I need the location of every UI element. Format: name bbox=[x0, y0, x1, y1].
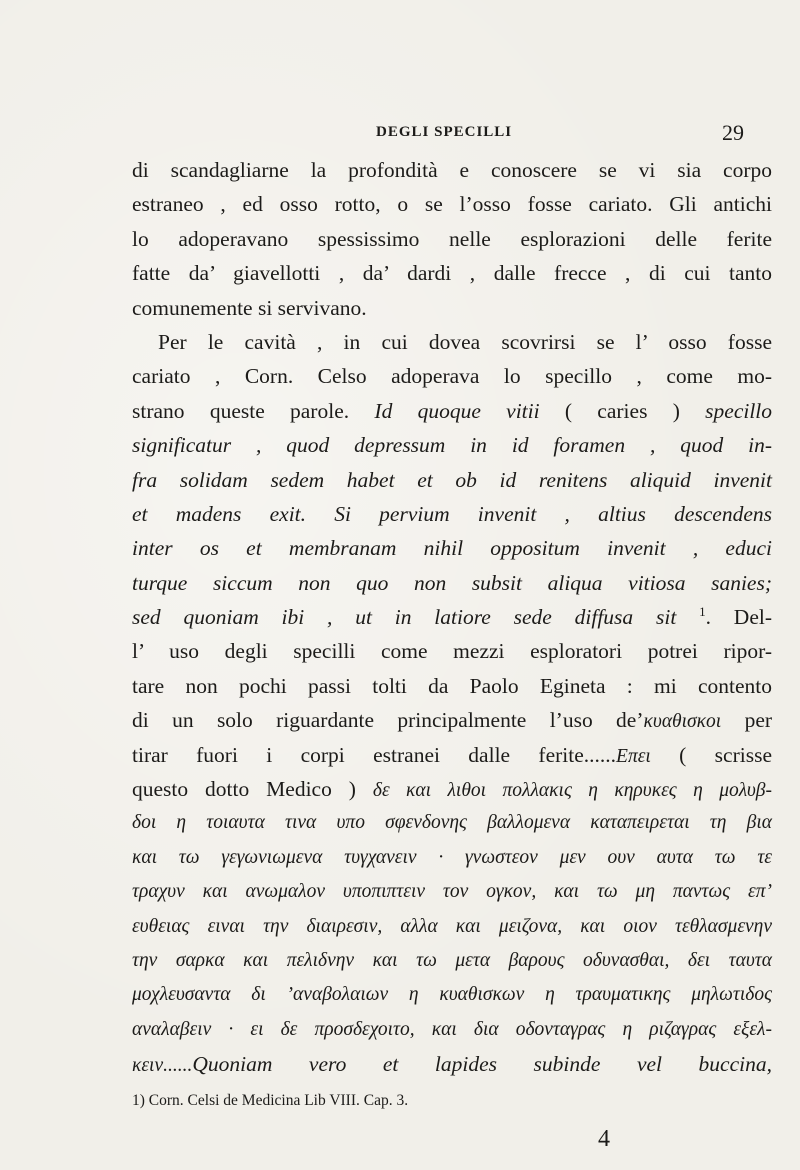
greek-line: και τω γεγωνιωμενα τυγχανειν · γνωστεον μεν ουν αυτα τω τε bbox=[132, 846, 772, 868]
latin-line: fra solidam sedem habet et ob id renitens aliquid invenit bbox=[132, 467, 772, 492]
text-line-mixed bbox=[132, 772, 772, 806]
text-line: lo adoperavano spessissimo nelle esplorazioni delle ferite bbox=[132, 226, 772, 251]
signature-mark: 4 bbox=[598, 1126, 610, 1152]
latin-line: significatur , quod depressum in id foramen , quod in- bbox=[132, 433, 772, 458]
greek-line: ευθειας ειναι την διαιρεσιν, αλλα και μειζονα, και οιον τεθλασμενην bbox=[132, 915, 772, 937]
text-line-mixed bbox=[132, 394, 772, 428]
latin-quote: sed quoniam ibi , ut in latiore sede diffusa sit bbox=[132, 605, 677, 630]
text-line: comunemente si servivano. bbox=[132, 295, 367, 320]
text-fragment: di un solo riguardante principalmente l’uso de’ bbox=[132, 708, 644, 733]
text-line-mixed bbox=[132, 1047, 772, 1081]
text-fragment: ( scrisse bbox=[679, 742, 772, 767]
text-line-mixed bbox=[132, 703, 772, 737]
latin-line: et madens exit. Si pervium invenit , altius descendens bbox=[132, 501, 772, 526]
greek-word: Επει bbox=[616, 745, 651, 767]
running-title: DEGLI SPECILLI bbox=[376, 124, 513, 140]
greek-line: αναλαβειν · ει δε προσδεχοιτο, και δια οδονταγρας η ριζαγρας εξελ- bbox=[132, 1018, 772, 1040]
text-fragment: questo dotto Medico ) bbox=[132, 777, 356, 802]
text-line: Per le cavità , in cui dovea scovrirsi se l’ osso fosse bbox=[158, 329, 772, 354]
footnote-marker: 1) bbox=[132, 1092, 145, 1109]
text-fragment: tirar fuori i corpi estranei dalle ferite...... bbox=[132, 742, 617, 767]
greek-word: κυαθισκοι bbox=[643, 711, 722, 733]
footnote-text: Corn. Celsi de Medicina Lib VIII. Cap. 3. bbox=[148, 1092, 409, 1109]
text-line: tare non pochi passi tolti da Paolo Egineta : mi contento bbox=[132, 673, 772, 698]
page-number: 29 bbox=[722, 120, 744, 145]
latin-quote: specillo bbox=[705, 398, 773, 423]
greek-text: κειν...... bbox=[132, 1055, 193, 1077]
text-fragment: . Del- bbox=[705, 605, 773, 630]
greek-line: την σαρκα και πελιδνην και τω μετα βαρους οδυνασθαι, δει ταυτα bbox=[132, 949, 772, 971]
body-text bbox=[132, 153, 772, 1082]
footnote bbox=[132, 1092, 408, 1110]
text-line: estraneo , ed osso rotto, o se l’osso fosse cariato. Gli antichi bbox=[132, 192, 772, 217]
text-line-mixed bbox=[132, 600, 772, 634]
greek-line: δοι η τοιαυτα τινα υπο σφενδονης βαλλομενα καταπειρεται τη βια bbox=[132, 812, 772, 834]
latin-quote: Id quoque vitii bbox=[374, 398, 540, 423]
greek-line: τραχυν και ανωμαλον υποπιπτειν τον ογκον, και τω μη παντως επ’ bbox=[132, 881, 772, 903]
greek-line: μοχλευσαντα δι ’αναβολαιων η κυαθισκων η τραυματικης μηλωτιδος bbox=[132, 984, 772, 1006]
latin-line: turque siccum non quo non subsit aliqua vitiosa sanies; bbox=[132, 570, 772, 595]
text-line: fatte da’ giavellotti , da’ dardi , dalle frecce , di cui tanto bbox=[132, 261, 772, 286]
text-line-mixed bbox=[132, 738, 772, 772]
text-line: cariato , Corn. Celso adoperava lo specillo , come mo- bbox=[132, 364, 772, 389]
text-fragment: per bbox=[744, 708, 773, 733]
text-fragment: ( caries ) bbox=[564, 398, 680, 423]
latin-quote: Quoniam vero et lapides subinde vel buccina, bbox=[192, 1052, 772, 1077]
text-line: di scandagliarne la profondità e conoscere se vi sia corpo bbox=[132, 158, 772, 182]
text-line: l’ uso degli specilli come mezzi esploratori potrei ripor- bbox=[132, 639, 772, 664]
latin-line: inter os et membranam nihil oppositum invenit , educi bbox=[132, 536, 772, 561]
footnote-reference: 1 bbox=[699, 603, 706, 619]
running-head bbox=[0, 120, 800, 144]
text-fragment: strano queste parole. bbox=[132, 398, 350, 423]
greek-text: δε και λιθοι πολλακις η κηρυκες η μολυβ- bbox=[372, 780, 772, 802]
